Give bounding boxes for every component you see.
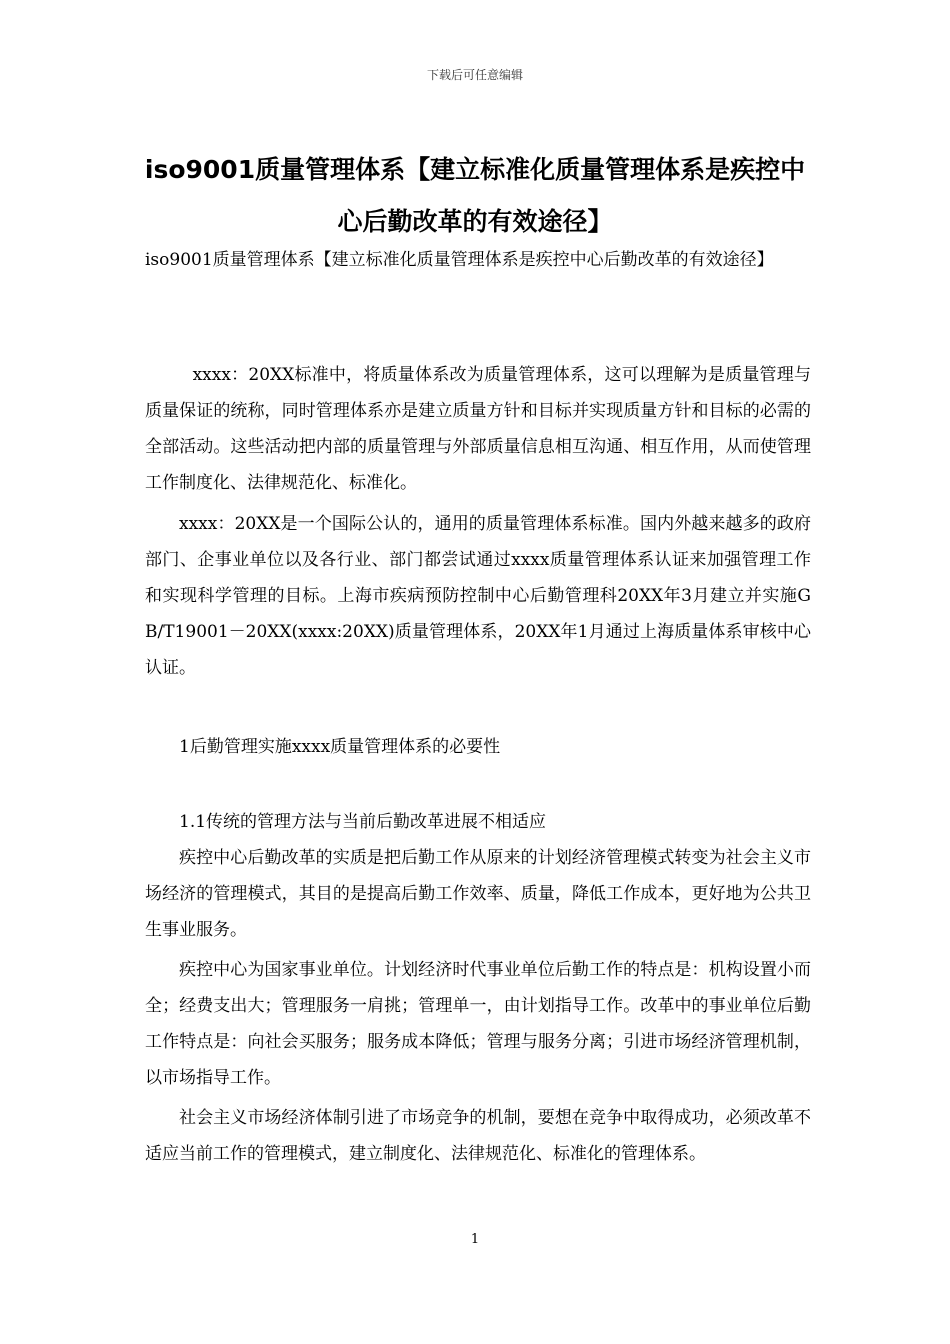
page-header: 下载后可任意编辑	[426, 68, 523, 82]
page-number: 1	[470, 1232, 480, 1247]
paragraph-5: 社会主义市场经济体制引进了市场竞争的机制，要想在竞争中取得成功，必须改革不适应当前工作的管理模式，建立制度化、法律规范化、标准化的管理体系。	[145, 1108, 811, 1164]
paragraph-1: xxxx：20XX标准中，将质量体系改为质量管理体系，这可以理解为是质量管理与质量保证的统称，同时管理体系亦是建立质量方针和目标并实现质量方针和目标的必需的全部活动。这些活动把内部的质量管理与外部质量信息相互沟通、相互作用，从而使管理工作制度化、法律规范化、标准化。	[145, 365, 811, 493]
paragraph-2: xxxx：20XX是一个国际公认的，通用的质量管理体系标准。国内外越来越多的政府部门、企事业单位以及各行业、部门都尝试通过xxxx质量管理体系认证来加强管理工作和实现科学管理的目标。上海市疾病预防控制中心后勤管理科20XX年3月建立并实施GB/T19001－20XX(xxxx:20XX)质量管理体系，20XX年1月通过上海质量体系审核中心认证。	[145, 514, 811, 678]
paragraph-4: 疾控中心为国家事业单位。计划经济时代事业单位后勤工作的特点是：机构设置小而全；经费支出大；管理服务一肩挑；管理单一，由计划指导工作。改革中的事业单位后勤工作特点是：向社会买服务；服务成本降低；管理与服务分离；引进市场经济管理机制，以市场指导工作。	[145, 960, 811, 1088]
section-heading-1: 1后勤管理实施xxxx质量管理体系的必要性	[179, 737, 501, 757]
document-title: iso9001质量管理体系【建立标准化质量管理体系是疾控中心后勤改革的有效途径】	[144, 155, 806, 236]
subsection-heading-1-1: 1.1传统的管理方法与当前后勤改革进展不相适应	[179, 812, 547, 832]
paragraph-3: 疾控中心后勤改革的实质是把后勤工作从原来的计划经济管理模式转变为社会主义市场经济的管理模式，其目的是提高后勤工作效率、质量，降低工作成本，更好地为公共卫生事业服务。	[145, 848, 811, 940]
subtitle-paragraph: iso9001质量管理体系【建立标准化质量管理体系是疾控中心后勤改革的有效途径】	[145, 250, 774, 270]
